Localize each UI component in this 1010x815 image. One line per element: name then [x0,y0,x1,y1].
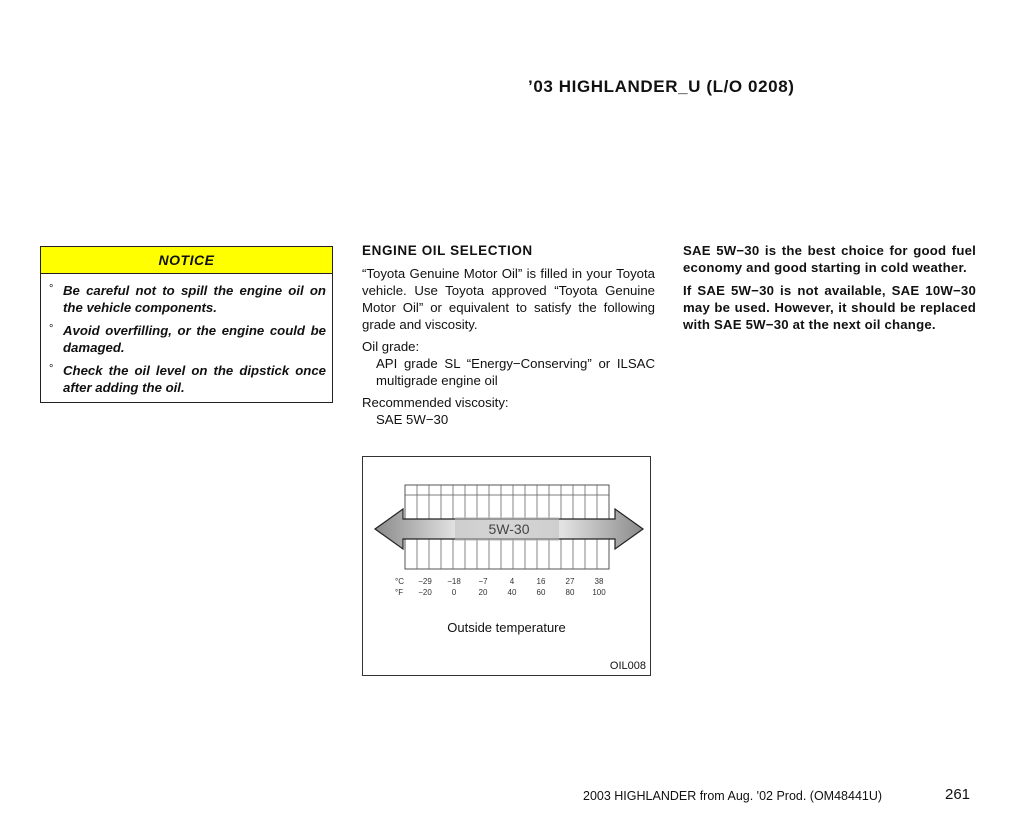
footer-text: 2003 HIGHLANDER from Aug. '02 Prod. (OM48441U) [583,789,883,803]
viscosity-value: SAE 5W−30 [376,412,449,427]
middle-column [362,242,655,428]
fahrenheit-tick-label: 40 [507,588,517,597]
fahrenheit-unit: °F [395,588,404,597]
viscosity-label: Recommended viscosity: [362,395,509,410]
celsius-unit: °C [395,577,404,586]
fahrenheit-tick-label: 0 [451,588,457,597]
page-header-title: ’03 HIGHLANDER_U (L/O 0208) [528,77,795,96]
oil-grade-value: API grade SL “Energy−Conserving” or ILSAC multigrade engine oil [376,356,655,388]
grid-frame-top [405,485,609,519]
alternative-paragraph: If SAE 5W−30 is not available, SAE 10W−30 may be used. However, it should be replaced with SAE 5W−30 at the next oil change. [683,283,976,332]
notice-item [49,322,326,356]
bullet-icon: ° [49,363,54,375]
fahrenheit-tick-label: −20 [418,588,432,597]
section-title: ENGINE OIL SELECTION [362,243,533,258]
page-number: 261 [945,786,971,803]
viscosity-temperature-figure [362,456,651,676]
notice-item [49,362,326,396]
notice-heading: NOTICE [41,247,332,274]
notice-item [49,282,326,316]
notice-item-text: Avoid overfilling, or the engine could be damaged. [63,323,326,355]
celsius-tick-label: −18 [447,577,461,586]
bullet-icon: ° [49,283,54,295]
celsius-tick-labels [418,577,604,586]
notice-list [41,274,332,396]
celsius-tick-label: 4 [509,577,515,586]
right-column [683,242,976,339]
fahrenheit-tick-labels [418,588,606,597]
grid-frame-bottom [405,539,609,569]
fahrenheit-tick-label: 60 [536,588,546,597]
celsius-tick-label: −7 [478,577,488,586]
notice-item-text: Check the oil level on the dipstick once after adding the oil. [63,363,326,395]
celsius-tick-label: 16 [536,577,546,586]
fahrenheit-tick-label: 80 [565,588,575,597]
fahrenheit-tick-label: 100 [592,588,606,597]
celsius-tick-label: −29 [418,577,432,586]
bullet-icon: ° [49,323,54,335]
oil-grade-label: Oil grade: [362,339,420,354]
figure-code: OIL008 [609,660,646,672]
recommendation-paragraph: SAE 5W−30 is the best choice for good fuel economy and good starting in cold weather. [683,243,976,275]
fahrenheit-tick-label: 20 [478,588,488,597]
notice-item-text: Be careful not to spill the engine oil on the vehicle components. [63,283,326,315]
viscosity-chart [363,457,650,675]
intro-paragraph: “Toyota Genuine Motor Oil” is filled in your Toyota vehicle. Use Toyota approved “Toyota Genuine Motor Oil” or equivalent to satisfy the following grade and viscosity. [362,266,655,332]
celsius-tick-label: 38 [594,577,604,586]
celsius-tick-label: 27 [565,577,575,586]
arrow-label: 5W-30 [488,521,530,537]
figure-caption: Outside temperature [447,620,566,635]
notice-box [40,246,333,403]
